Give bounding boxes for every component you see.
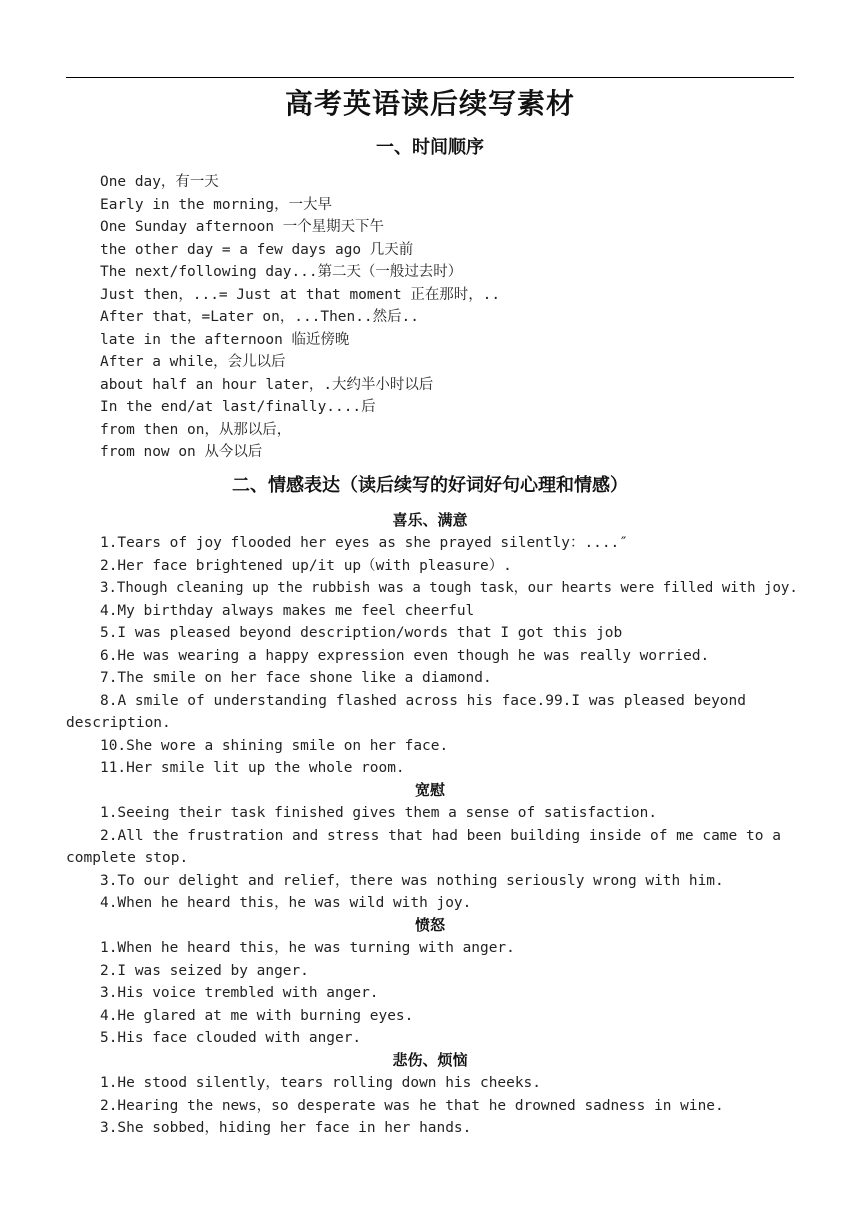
group-heading-joy: 喜乐、满意 xyxy=(392,511,468,529)
list-item: 3.To our delight and relief，there was nothing seriously wrong with him. xyxy=(100,872,724,889)
list-item: 1.Seeing their task finished gives them a sense of satisfaction. xyxy=(100,805,658,821)
section-heading-emotions: 二、情感表达（读后续写的好词好句心理和情感） xyxy=(232,475,628,496)
list-item-wrapped: 2.All the frustration and stress that had been building inside of me came to a complete stop. xyxy=(66,827,781,866)
list-item: Early in the morning，一大早 xyxy=(100,196,332,213)
group-heading-anger: 愤怒 xyxy=(414,916,445,934)
list-item: After a while，会儿以后 xyxy=(100,354,286,370)
list-item: 3.His voice trembled with anger. xyxy=(100,985,379,1001)
list-item: about half an hour later，.大约半小时以后 xyxy=(100,376,434,393)
list-item: from then on，从那以后， xyxy=(100,421,292,438)
list-item: 2.Hearing the news，so desperate was he that he drowned sadness in wine. xyxy=(100,1097,724,1114)
list-item: One day，有一天 xyxy=(100,174,219,190)
list-item: 1.When he heard this，he was turning with anger. xyxy=(100,940,515,956)
list-item: 4.My birthday always makes me feel cheerful xyxy=(100,602,475,619)
list-item: 7.The smile on her face shone like a diamond. xyxy=(100,670,492,686)
header-rule xyxy=(66,77,794,78)
list-item: In the end/at last/finally....后 xyxy=(100,399,376,415)
list-item: 2.I was seized by anger. xyxy=(100,962,309,979)
list-item: 10.She wore a shining smile on her face. xyxy=(100,737,449,754)
list-item: 5.His face clouded with anger. xyxy=(100,1030,362,1046)
list-item: Just then，...= Just at that moment 正在那时，.. xyxy=(100,286,501,303)
list-item: late in the afternoon 临近傍晚 xyxy=(100,331,350,348)
list-item: 4.When he heard this，he was wild with joy. xyxy=(100,895,472,911)
list-item: 1.Tears of joy flooded her eyes as she prayed silently：....″ xyxy=(100,535,628,551)
list-item: 5.I was pleased beyond description/words that I got this job xyxy=(100,625,623,641)
list-item: One Sunday afternoon 一个星期天下午 xyxy=(100,219,384,235)
list-item: The next/following day...第二天（一般过去时） xyxy=(100,264,463,280)
page-title: 高考英语读后续写素材 xyxy=(284,87,575,120)
list-item: 2.Her face brightened up/it up（with pleasure）. xyxy=(100,557,512,574)
group-heading-sadness: 悲伤、烦恼 xyxy=(392,1051,468,1069)
list-item: the other day = a few days ago 几天前 xyxy=(100,241,414,258)
list-item: 1.He stood silently，tears rolling down his cheeks. xyxy=(100,1075,541,1091)
group-heading-relief: 宽慰 xyxy=(414,781,445,799)
list-item: 11.Her smile lit up the whole room. xyxy=(100,760,405,776)
list-item: 4.He glared at me with burning eyes. xyxy=(100,1007,414,1024)
list-item: After that，=Later on，...Then..然后.. xyxy=(100,309,419,325)
list-item-wrapped: 8.A smile of understanding flashed across his face.99.I was pleased beyond description. xyxy=(66,692,747,731)
list-item: 6.He was wearing a happy expression even though he was really worried. xyxy=(100,647,710,664)
list-item: from now on 从今以后 xyxy=(100,444,263,460)
section-heading-time-order: 一、时间顺序 xyxy=(376,137,484,158)
list-item: 3.Though cleaning up the rubbish was a tough task，our hearts were filled with joy. xyxy=(100,580,798,596)
list-item: 3.She sobbed，hiding her face in her hands. xyxy=(100,1120,472,1136)
